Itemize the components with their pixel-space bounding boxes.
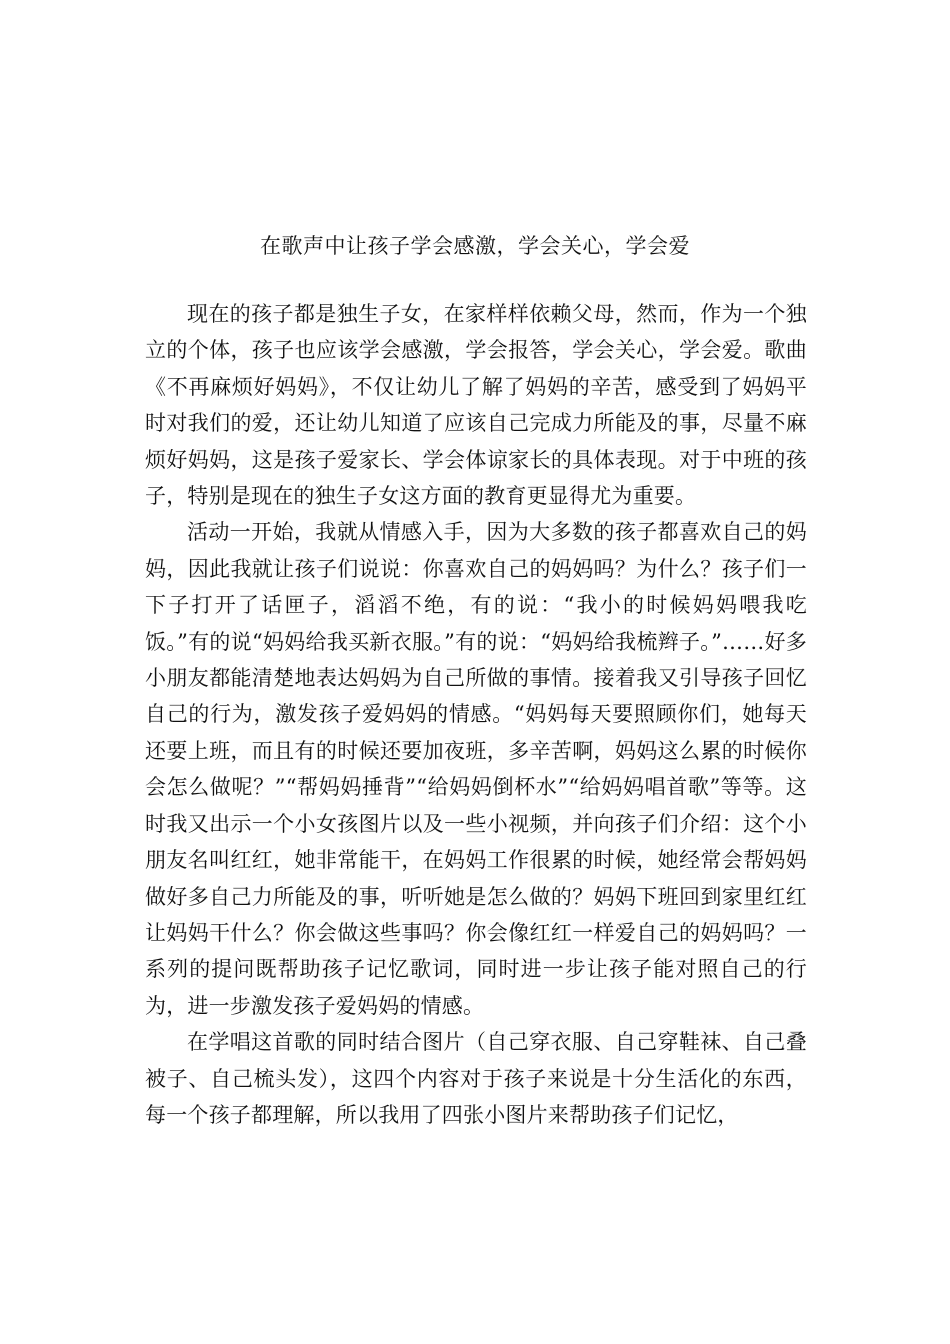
paragraph: 现在的孩子都是独生子女，在家样样依赖父母，然而，作为一个独立的个体，孩子也应该学会感激，学会报答，学会关心，学会爱。歌曲《不再麻烦好妈妈》，不仅让幼儿了解了妈妈的辛苦，感受到了妈妈平时对我们的爱，还让幼儿知道了应该自己完成力所能及的事，尽量不麻烦好妈妈，这是孩子爱家长、学会体谅家长的具体表现。对于中班的孩子，特别是现在的独生子女这方面的教育更显得尤为重要。	[145, 302, 807, 509]
paragraph: 在学唱这首歌的同时结合图片（自己穿衣服、自己穿鞋袜、自己叠被子、自己梳头发），这四个内容对于孩子来说是十分生活化的东西，每一个孩子都理解，所以我用了四张小图片来帮助孩子们记忆，	[145, 1030, 807, 1127]
document-body	[145, 296, 807, 1133]
paragraph: 活动一开始，我就从情感入手，因为大多数的孩子都喜欢自己的妈妈，因此我就让孩子们说说：你喜欢自己的妈妈吗？为什么？孩子们一下子打开了话匣子，滔滔不绝，有的说：“我小的时候妈妈喂我吃饭。”有的说“妈妈给我买新衣服。”有的说：“妈妈给我梳辫子。”……好多小朋友都能清楚地表达妈妈为自己所做的事情。接着我又引导孩子回忆自己的行为，激发孩子爱妈妈的情感。“妈妈每天要照顾你们，她每天还要上班，而且有的时候还要加夜班，多辛苦啊，妈妈这么累的时候你会怎么做呢？”“帮妈妈捶背”“给妈妈倒杯水”“给妈妈唱首歌”等等。这时我又出示一个小女孩图片以及一些小视频，并向孩子们介绍：这个小朋友名叫红红，她非常能干，在妈妈工作很累的时候，她经常会帮妈妈做好多自己力所能及的事，听听她是怎么做的？妈妈下班回到家里红红让妈妈干什么？你会做这些事吗？你会像红红一样爱自己的妈妈吗？一系列的提问既帮助孩子记忆歌词，同时进一步让孩子能对照自己的行为，进一步激发孩子爱妈妈的情感。	[145, 520, 807, 1018]
document-title: 在歌声中让孩子学会感激，学会关心，学会爱	[260, 234, 690, 258]
